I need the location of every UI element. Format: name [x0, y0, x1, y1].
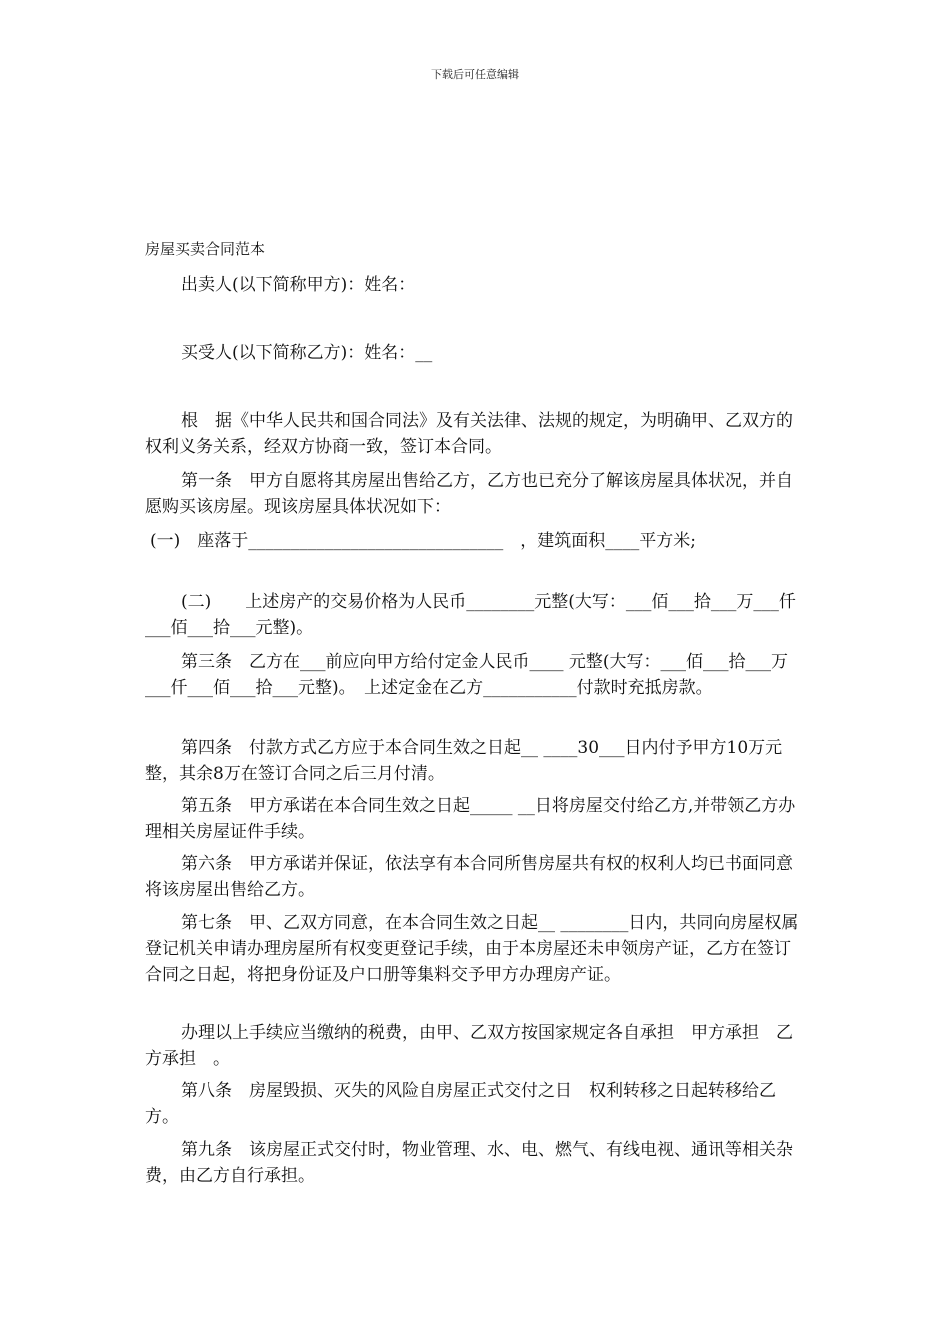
seller-line: 出卖人(以下简称甲方)：姓名：	[181, 275, 416, 295]
article-9: 第九条 该房屋正式交付时，物业管理、水、电、燃气、有线电视、通讯等相关杂费，由乙方自行承担。	[145, 1140, 793, 1186]
article-7: 第七条 甲、乙双方同意，在本合同生效之日起__ ________日内，共同向房屋权属登记机关申请办理房屋所有权变更登记手续，由于本房屋还未申领房产证，乙方在签订合同之日起，将把身份证及户口册等集料交予甲方办理房产证。	[145, 913, 799, 985]
item-2-price: (二) 上述房产的交易价格为人民币________元整(大写：___佰___拾___万___仟___佰___拾___元整)。	[145, 592, 796, 638]
document-title: 房屋买卖合同范本	[145, 240, 266, 258]
article-1: 第一条 甲方自愿将其房屋出售给乙方，乙方也已充分了解该房屋具体状况，并自愿购买该房屋。现该房屋具体状况如下：	[145, 471, 793, 517]
tax-paragraph: 办理以上手续应当缴纳的税费，由甲、乙双方按国家规定各自承担 甲方承担 乙方承担 。	[145, 1023, 793, 1069]
article-5: 第五条 甲方承诺在本合同生效之日起_____ __日将房屋交付给乙方,并带领乙方办理相关房屋证件手续。	[145, 796, 796, 842]
buyer-line: 买受人(以下简称乙方)：姓名：__	[181, 343, 433, 363]
article-3: 第三条 乙方在___前应向甲方给付定金人民币____ 元整(大写：___佰___拾___万___仟___佰___拾___元整)。 上述定金在乙方___________付款时充抵房款。	[145, 652, 789, 698]
page-header-note: 下载后可任意编辑	[431, 68, 519, 81]
article-6: 第六条 甲方承诺并保证，依法享有本合同所售房屋共有权的权利人均已书面同意将该房屋出售给乙方。	[145, 854, 793, 900]
item-1-location: (一) 座落于______________________________ ，建筑面积____平方米;	[150, 531, 696, 551]
preamble-paragraph: 根 据《中华人民共和国合同法》及有关法律、法规的规定，为明确甲、乙双方的权利义务关系，经双方协商一致，签订本合同。	[145, 411, 793, 457]
article-4: 第四条 付款方式乙方应于本合同生效之日起__ ____30___日内付予甲方10万元整，其余8万在签订合同之后三月付清。	[145, 738, 783, 784]
article-8: 第八条 房屋毁损、灭失的风险自房屋正式交付之日 权利转移之日起转移给乙方。	[145, 1081, 776, 1127]
